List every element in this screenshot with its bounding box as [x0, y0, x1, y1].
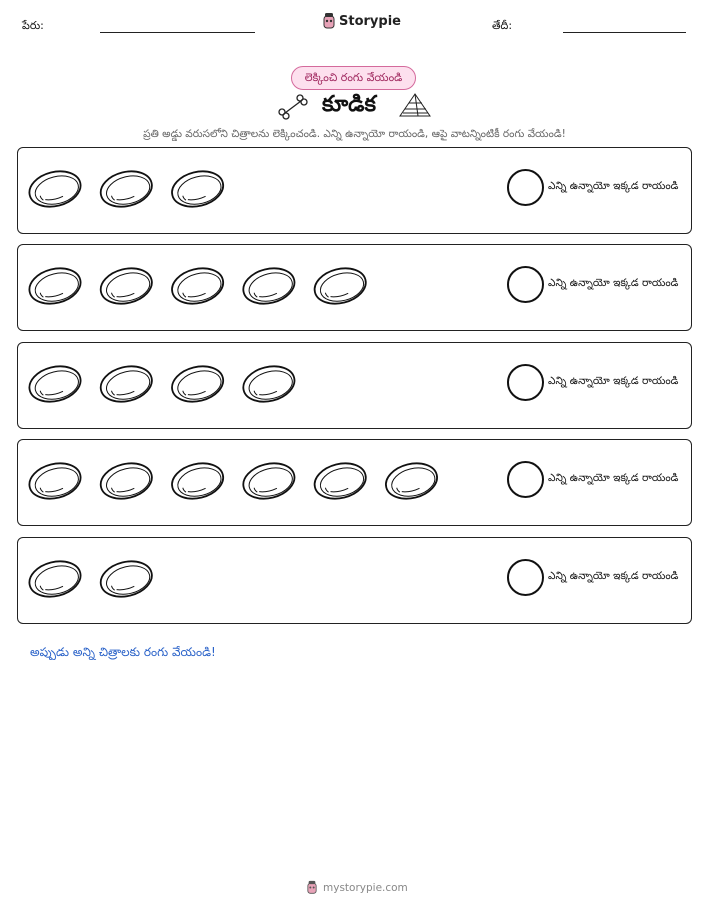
- answer-label: ఎన్ని ఉన్నాయో ఇక్కడ రాయండి: [548, 277, 679, 289]
- bean-icon[interactable]: [28, 166, 84, 212]
- bean-icon[interactable]: [168, 263, 227, 309]
- bean-icon[interactable]: [97, 458, 156, 504]
- storypie-mascot-icon: [306, 880, 318, 895]
- site-footer: [306, 880, 408, 895]
- pyramid-icon: [398, 92, 432, 120]
- title-row: [278, 92, 434, 122]
- bean-icon[interactable]: [168, 166, 227, 212]
- bean-icon[interactable]: [97, 263, 156, 309]
- count-row-5: [17, 537, 692, 624]
- bean-icon[interactable]: [311, 458, 370, 504]
- bone-icon: [278, 94, 308, 120]
- bean-icon[interactable]: [240, 361, 299, 407]
- worksheet-title: కూడిక: [322, 92, 376, 117]
- answer-circle[interactable]: [507, 169, 544, 206]
- answer-label: ఎన్ని ఉన్నాయో ఇక్కడ రాయండి: [548, 570, 679, 582]
- bean-icon[interactable]: [28, 556, 84, 602]
- bean-icon[interactable]: [97, 361, 156, 407]
- answer-label: ఎన్ని ఉన్నాయో ఇక్కడ రాయండి: [548, 180, 679, 192]
- brand-name: Storypie: [339, 13, 401, 29]
- items-area: [28, 164, 488, 220]
- items-area: [28, 554, 488, 610]
- storypie-mascot-icon: [322, 12, 336, 30]
- answer-circle[interactable]: [507, 364, 544, 401]
- bean-icon[interactable]: [168, 458, 227, 504]
- bean-icon[interactable]: [28, 361, 84, 407]
- items-area: [28, 359, 488, 415]
- bean-icon[interactable]: [382, 458, 441, 504]
- bean-icon[interactable]: [97, 166, 156, 212]
- bean-icon[interactable]: [240, 458, 299, 504]
- name-label: పేరు:: [22, 19, 44, 32]
- worksheet-badge: లెక్కించి రంగు వేయండి: [291, 66, 416, 90]
- date-label: తేదీ:: [492, 19, 513, 32]
- items-area: [28, 456, 488, 512]
- name-line[interactable]: [100, 32, 255, 33]
- items-area: [28, 261, 488, 317]
- answer-circle[interactable]: [507, 461, 544, 498]
- bean-icon[interactable]: [28, 458, 84, 504]
- date-line[interactable]: [563, 32, 686, 33]
- answer-circle[interactable]: [507, 266, 544, 303]
- footer-note: అప్పుడు అన్ని చిత్రాలకు రంగు వేయండి!: [30, 645, 216, 659]
- answer-label: ఎన్ని ఉన్నాయో ఇక్కడ రాయండి: [548, 472, 679, 484]
- count-row-3: [17, 342, 692, 429]
- bean-icon[interactable]: [311, 263, 370, 309]
- count-row-1: [17, 147, 692, 234]
- instructions: ప్రతి అడ్డు వరుసలోని చిత్రాలను లెక్కించండి. ఎన్ని ఉన్నాయో రాయండి, ఆపై వాటన్నింటికీ రంగు వేయండి!: [143, 128, 566, 140]
- bean-icon[interactable]: [28, 263, 84, 309]
- answer-label: ఎన్ని ఉన్నాయో ఇక్కడ రాయండి: [548, 375, 679, 387]
- brand-logo: [322, 12, 401, 30]
- bean-icon[interactable]: [240, 263, 299, 309]
- count-row-2: [17, 244, 692, 331]
- bean-icon[interactable]: [97, 556, 156, 602]
- answer-circle[interactable]: [507, 559, 544, 596]
- bean-icon[interactable]: [168, 361, 227, 407]
- count-row-4: [17, 439, 692, 526]
- site-url: mystorypie.com: [323, 881, 408, 894]
